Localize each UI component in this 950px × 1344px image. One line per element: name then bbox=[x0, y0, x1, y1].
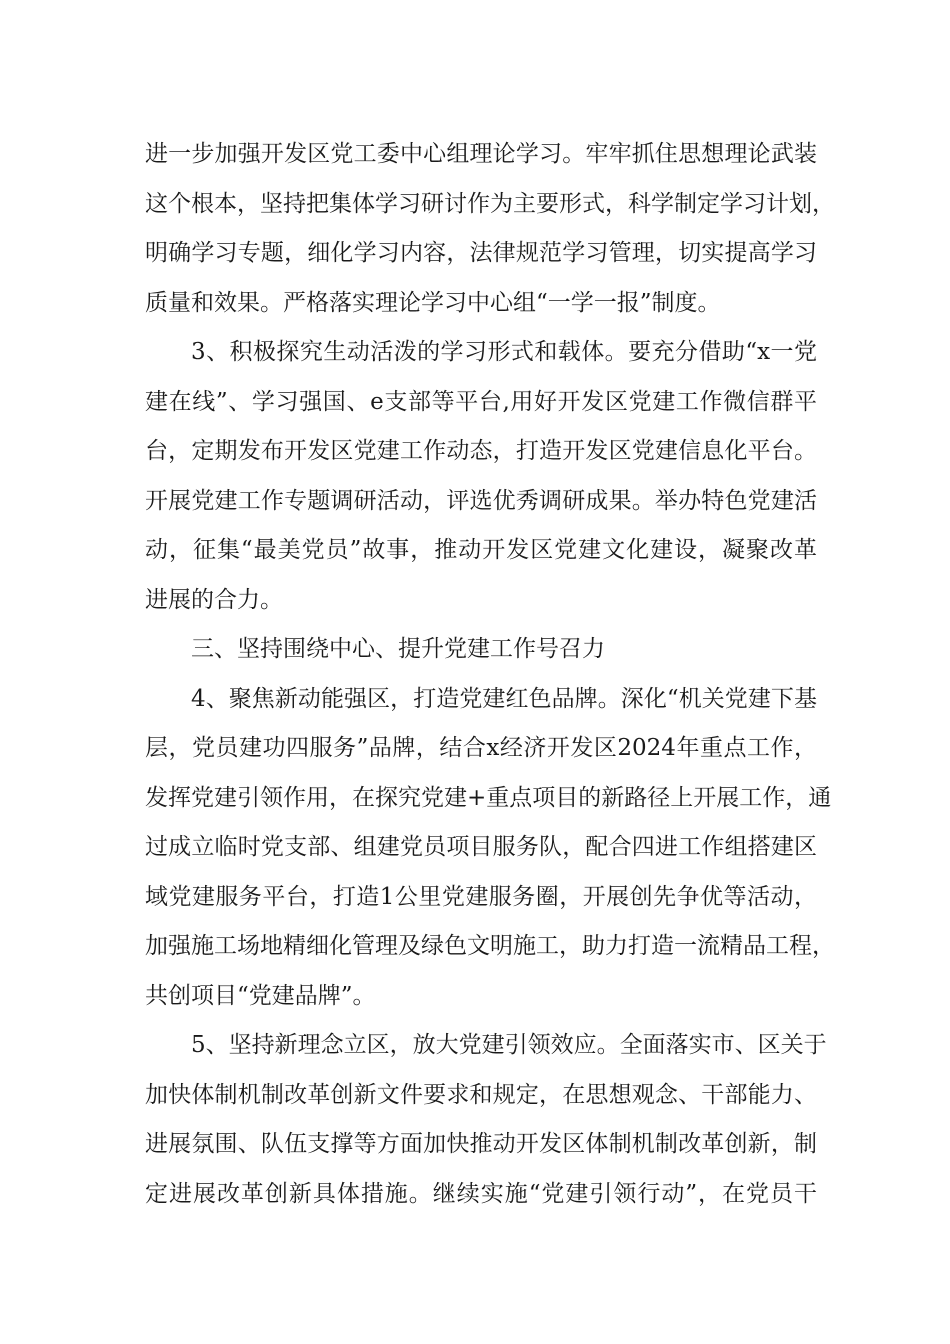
text-line: 质量和效果。严格落实理论学习中心组“一学一报”制度。 bbox=[145, 289, 721, 316]
paragraph-heading: 3、积极探究生动活泼的学习形式和载体。要充分借助“x一党 bbox=[191, 339, 817, 365]
text-line: 发挥党建引领作用，在探究党建+重点项目的新路径上开展工作，通 bbox=[145, 784, 832, 811]
text-line: 定进展改革创新具体措施。继续实施“党建引领行动”，在党员干 bbox=[145, 1180, 817, 1207]
text-line: 域党建服务平台，打造1公里党建服务圈，开展创先争优等活动， bbox=[145, 883, 817, 910]
body-text bbox=[145, 130, 835, 1219]
text-line: 开展党建工作专题调研活动，评选优秀调研成果。举办特色党建活 bbox=[145, 487, 817, 514]
text-line: 进展氛围、队伍支撑等方面加快推动开发区体制机制改革创新，制 bbox=[145, 1131, 817, 1157]
paragraph-heading: 5、坚持新理念立区，放大党建引领效应。全面落实市、区关于 bbox=[191, 1032, 827, 1058]
text-line: 进展的合力。 bbox=[145, 586, 283, 613]
text-line: 建在线”、学习强国、e支部等平台,用好开发区党建工作微信群平 bbox=[145, 388, 817, 415]
text-line: 明确学习专题，细化学习内容，法律规范学习管理，切实提高学习 bbox=[145, 240, 817, 266]
text-line: 层，党员建功四服务”品牌，结合x经济开发区2024年重点工作， bbox=[145, 735, 817, 761]
paragraph-heading: 4、聚焦新动能强区，打造党建红色品牌。深化“机关党建下基 bbox=[191, 685, 817, 712]
text-line: 动，征集“最美党员”故事，推动开发区党建文化建设，凝聚改革 bbox=[145, 537, 817, 563]
text-line: 加快体制机制改革创新文件要求和规定，在思想观念、干部能力、 bbox=[145, 1081, 817, 1108]
text-line: 加强施工场地精细化管理及绿色文明施工，助力打造一流精品工程， bbox=[145, 933, 835, 959]
section-heading: 三、坚持围绕中心、提升党建工作号召力 bbox=[191, 636, 605, 662]
text-line: 这个根本，坚持把集体学习研讨作为主要形式，科学制定学习计划， bbox=[145, 190, 835, 217]
text-line: 进一步加强开发区党工委中心组理论学习。牢牢抓住思想理论武装 bbox=[145, 141, 817, 167]
text-line: 共创项目“党建品牌”。 bbox=[145, 982, 376, 1009]
text-line: 台，定期发布开发区党建工作动态，打造开发区党建信息化平台。 bbox=[145, 438, 817, 464]
text-line: 过成立临时党支部、组建党员项目服务队，配合四进工作组搭建区 bbox=[145, 834, 817, 860]
